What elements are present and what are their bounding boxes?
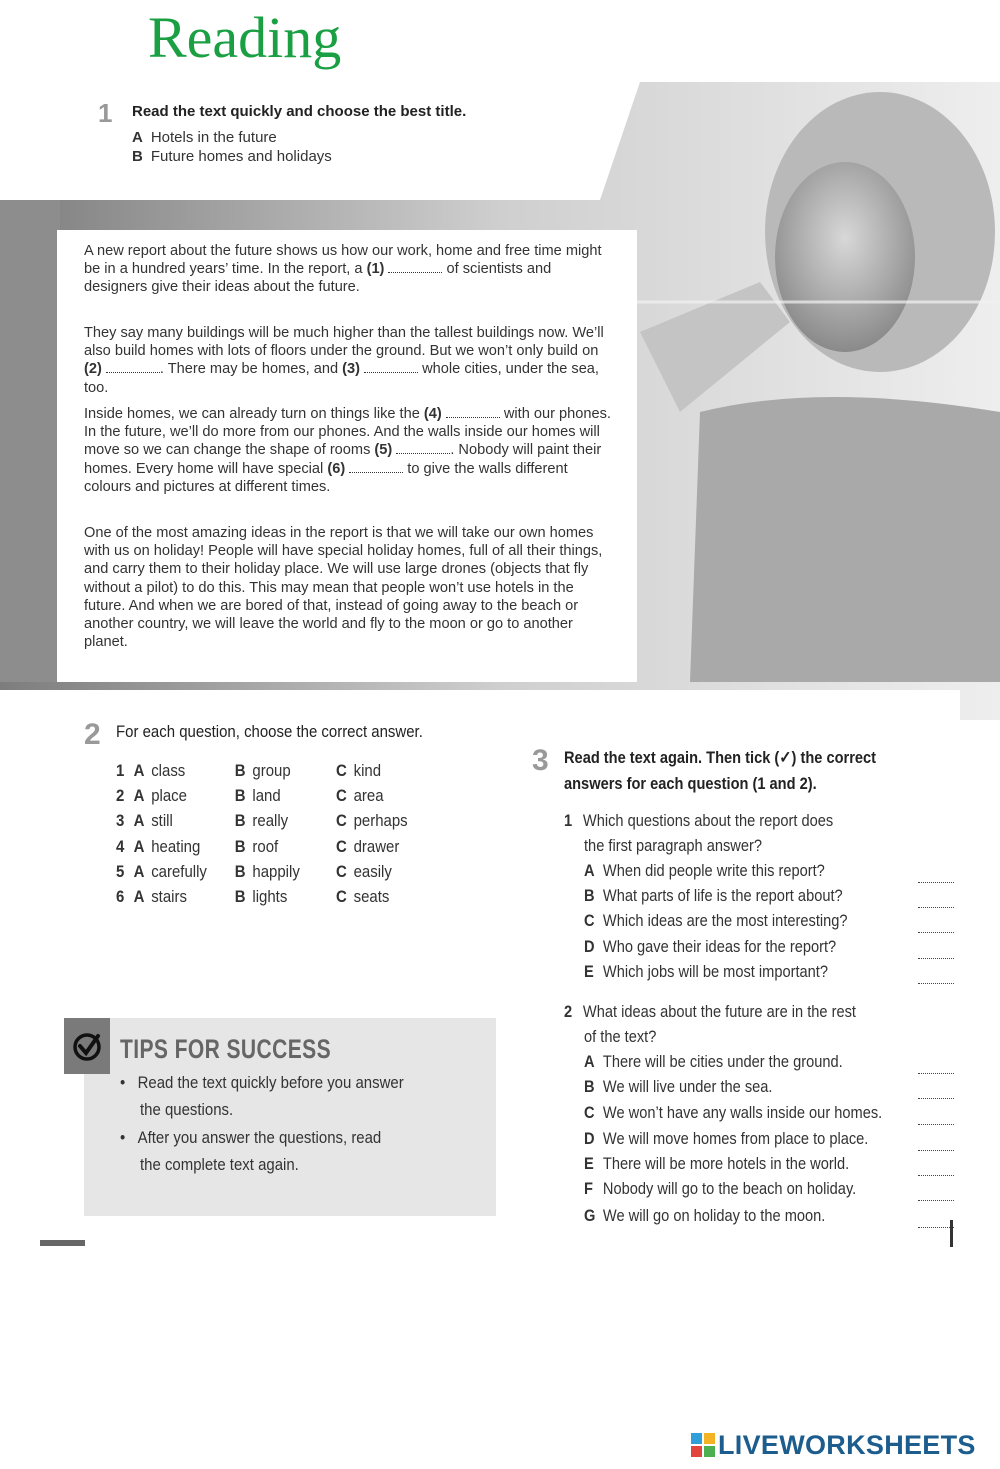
exercise-2-question: For each question, choose the correct answer. — [116, 722, 423, 741]
tick-box[interactable] — [918, 1199, 954, 1201]
exercise-1-option-b: B Future homes and holidays — [132, 148, 332, 165]
exercise-2-row-6: 6 A stairs B lights C seats — [116, 887, 437, 907]
tip-1-line-1: • Read the text quickly before you answer — [120, 1073, 404, 1092]
exercise-3-s2-answer-d[interactable]: D We will move homes from place to place. — [584, 1129, 869, 1148]
exercise-3-s1-answer-b[interactable]: B What parts of life is the report about? — [584, 886, 843, 905]
exercise-2-number: 2 — [84, 718, 101, 751]
tick-box[interactable] — [918, 1123, 954, 1125]
option-a[interactable]: still — [151, 811, 173, 830]
option-b[interactable]: group — [252, 761, 291, 780]
blank-3[interactable] — [364, 360, 418, 373]
option-a[interactable]: class — [151, 761, 186, 780]
option-c[interactable]: drawer — [353, 837, 400, 856]
tip-1-line-2: the questions. — [140, 1100, 234, 1119]
exercise-2-row-5: 5 A carefully B happily C easily — [116, 862, 437, 882]
option-c[interactable]: seats — [353, 887, 390, 906]
corner-mark — [950, 1220, 953, 1247]
option-b[interactable]: roof — [252, 837, 279, 856]
option-a[interactable]: heating — [151, 837, 201, 856]
logo-text: LIVEWORKSHEETS — [718, 1429, 976, 1460]
option-b[interactable]: really — [252, 811, 289, 830]
tick-box[interactable] — [918, 1174, 954, 1176]
option-a[interactable]: carefully — [151, 862, 207, 881]
check-circle-icon — [64, 1018, 110, 1074]
exercise-2-row-4: 4 A heating B roof C drawer — [116, 837, 437, 857]
exercise-3-s2-answer-c[interactable]: C We won’t have any walls inside our homes. — [584, 1103, 883, 1122]
liveworksheets-icon — [690, 1432, 716, 1458]
liveworksheets-logo[interactable] — [690, 1430, 976, 1460]
exercise-1-number: 1 — [98, 98, 113, 128]
reading-paragraph-3: Inside homes, we can already turn on things like the (4) with our phones. In the future, we’ll do more from our phones. And the walls inside our homes will move so we can change the shape of rooms (5) . Nobody will paint their homes. Every home will have special (6) to give the walls different colours and pictures at different times. — [84, 406, 611, 495]
page-title: Reading — [148, 5, 342, 70]
exercise-3-number: 3 — [532, 744, 549, 777]
option-b[interactable]: lights — [252, 887, 288, 906]
exercise-3-sub-2-line-2: of the text? — [584, 1027, 657, 1046]
exercise-3-s1-answer-e[interactable]: E Which jobs will be most important? — [584, 962, 828, 981]
reading-paragraph-4: One of the most amazing ideas in the report is that we will take our own homes with us on holiday! People will have special holiday homes, full of all their things, and carry them to their holiday place. We will use large drones (objects that fly without a pilot) to do this. This may mean that people won’t use hotels in the future. And when we are bored of that, instead of going away to the beach or another country, we will leave the world and fly to the moon or go to another planet. — [84, 525, 603, 651]
option-b[interactable]: land — [252, 786, 281, 805]
tick-box[interactable] — [918, 1097, 954, 1099]
reading-paragraph-2: They say many buildings will be much higher than the tallest buildings now. We’ll also build homes with lots of floors under the ground. But we won’t only build on (2) . There may be homes, and (3) whole cities, under the sea, too. — [84, 325, 604, 396]
tick-box[interactable] — [918, 931, 954, 933]
option-b[interactable]: happily — [252, 862, 300, 881]
tick-box[interactable] — [918, 957, 954, 959]
exercise-3-s2-answer-e[interactable]: E There will be more hotels in the world. — [584, 1154, 850, 1173]
exercise-3-s1-answer-a[interactable]: A When did people write this report? — [584, 861, 825, 880]
exercise-3-s2-answer-f[interactable]: F Nobody will go to the beach on holiday. — [584, 1179, 857, 1198]
tick-box[interactable] — [918, 881, 954, 883]
tick-box[interactable] — [918, 1072, 954, 1074]
exercise-3-s1-answer-c[interactable]: C Which ideas are the most interesting? — [584, 911, 848, 930]
tip-2-line-2: the complete text again. — [140, 1155, 299, 1174]
exercise-3-sub-1-line-2: the first paragraph answer? — [584, 836, 762, 855]
option-a[interactable]: stairs — [151, 887, 187, 906]
blank-4[interactable] — [446, 405, 500, 418]
exercise-2-row-3: 3 A still B really C perhaps — [116, 811, 437, 831]
tick-box[interactable] — [918, 1149, 954, 1151]
tick-box[interactable] — [918, 906, 954, 908]
reading-paragraph-1: A new report about the future shows us how our work, home and free time might be in a hundred years’ time. In the report, a (1) of scientists and designers give their ideas about the future. — [84, 243, 602, 296]
option-c[interactable]: easily — [353, 862, 392, 881]
exercise-3-s1-answer-d[interactable]: D Who gave their ideas for the report? — [584, 937, 837, 956]
exercise-3-s2-answer-a[interactable]: A There will be cities under the ground. — [584, 1052, 843, 1071]
tips-title: TIPS FOR SUCCESS — [120, 1034, 332, 1064]
blank-5[interactable] — [396, 441, 450, 454]
exercise-1-question: Read the text quickly and choose the best title. — [132, 103, 467, 120]
blank-2[interactable] — [106, 360, 160, 373]
corner-mark — [40, 1240, 85, 1246]
option-c[interactable]: perhaps — [353, 811, 408, 830]
exercise-2-row-1: 1 A class B group C kind — [116, 761, 437, 781]
tick-box[interactable] — [918, 1226, 954, 1228]
blank-6[interactable] — [349, 460, 403, 473]
blank-1[interactable] — [388, 260, 442, 273]
exercise-3-question-line-2: answers for each question (1 and 2). — [564, 774, 817, 793]
tip-2-line-1: • After you answer the questions, read — [120, 1128, 382, 1147]
option-c[interactable]: area — [353, 786, 384, 805]
exercise-3-sub-2-line-1: 2 What ideas about the future are in the rest — [564, 1002, 856, 1021]
exercise-3-question-line-1: Read the text again. Then tick (✓) the correct — [564, 748, 877, 767]
option-c[interactable]: kind — [353, 761, 382, 780]
exercise-1-option-a: A Hotels in the future — [132, 129, 277, 146]
exercise-2-row-2: 2 A place B land C area — [116, 786, 437, 806]
option-a[interactable]: place — [151, 786, 187, 805]
exercise-3-sub-1-line-1: 1 Which questions about the report does — [564, 811, 834, 830]
tick-box[interactable] — [918, 982, 954, 984]
exercise-3-s2-answer-g[interactable]: G We will go on holiday to the moon. — [584, 1206, 826, 1225]
tips-icon-badge — [64, 1018, 110, 1074]
exercise-3-s2-answer-b[interactable]: B We will live under the sea. — [584, 1077, 773, 1096]
